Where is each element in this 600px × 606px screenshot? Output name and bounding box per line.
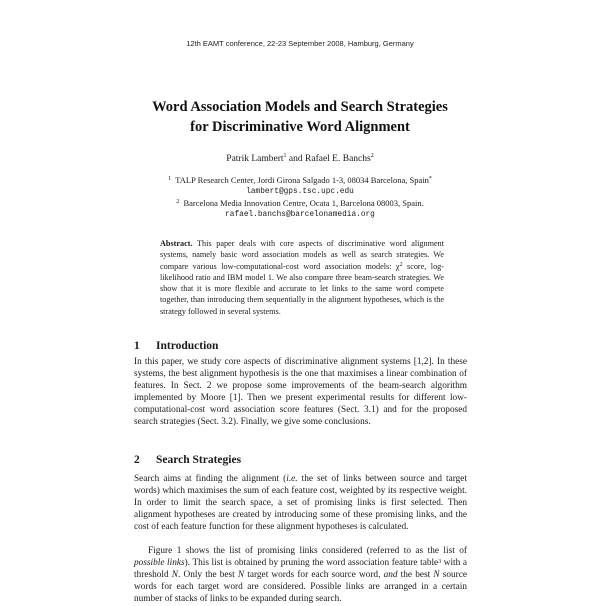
affiliation-2-email: rafael.banchs@barcelonamedia.org — [225, 210, 375, 219]
author-2-mark: 2 — [370, 153, 374, 159]
section-2-number: 2 — [134, 454, 140, 466]
authors — [0, 154, 600, 164]
affiliation-1-mark: 1 — [168, 176, 172, 182]
affiliation-2 — [0, 198, 600, 221]
section-1-number: 1 — [134, 340, 140, 352]
section-1-title: Introduction — [156, 340, 219, 352]
s2p2-n1: N — [171, 569, 178, 580]
s2p2-footnote-mark: 3 — [438, 558, 442, 565]
s2p2-c: with a threshold — [134, 557, 467, 580]
title-line-1: Word Association Models and Search Strategies — [152, 99, 448, 115]
s2p2-n3: N — [433, 569, 440, 580]
s2p1-b: the set of links between source and target words) which maximises the sum of each feature cost, weighted by its respective weight. In order to limit the search space, a set of promising links is first selected. Then alignment hypotheses are created by introducing some of these promising links, and the cost of each feature function for these alignment hypotheses is calculated. — [134, 474, 467, 532]
s2p2-possible: possible links — [134, 557, 185, 568]
section-2-title: Search Strategies — [156, 454, 242, 466]
abstract-text-a: This paper deals with core aspects of discriminative word alignment systems, namely basic word association models as well as search strategies. We compare various low-computational-cost word association models: χ — [160, 239, 444, 271]
affiliation-2-text: Barcelona Media Innovation Centre, Ocata 1, Barcelona 08003, Spain. — [183, 198, 424, 208]
abstract-text-b: score, log-likelihood ratio and IBM model 1. We also compare three beam-search strategies. We show that it is more flexible and accurate to let links to the same word compete together, than introducing them sequentially in the alignment hypotheses, which is the strategy followed in several systems. — [160, 261, 444, 316]
paper-title — [0, 97, 600, 137]
author-separator: and — [286, 154, 306, 164]
s2p2-f: the best — [397, 569, 434, 580]
conference-header: 12th EAMT conference, 22-23 September 2008, Hamburg, Germany — [186, 39, 414, 48]
s2p1-ie: i.e. — [286, 474, 298, 484]
section-2-paragraph-2 — [134, 546, 467, 606]
title-line-2: for Discriminative Word Alignment — [190, 119, 410, 135]
affiliation-1-star: * — [428, 176, 432, 182]
section-1-paragraph: In this paper, we study core aspects of discriminative alignment systems [1,2]. In these systems, the best alignment hypothesis is the one that maximises a linear combination of features. In Sect. 2 we propose some improvements of the beam-search algorithm implemented by Moore [1]. Then we present experimental results for different low-computational-cost word association score features (Sect. 3.1) and for the proposed search strategies (Sect. 3.2). Finally, we give some conclusions. — [134, 357, 467, 427]
affiliation-1-email: lambert@gps.tsc.upc.edu — [246, 187, 354, 196]
abstract-chi-sup: 2 — [399, 261, 403, 268]
s2p2-a: Figure 1 shows the list of promising links considered (referred to as the list of — [148, 546, 467, 556]
author-1: Patrik Lambert — [226, 154, 284, 164]
abstract — [160, 238, 444, 317]
s2p2-d: . Only the best — [177, 569, 238, 580]
s2p2-n2: N — [237, 569, 245, 580]
s2p2-e: target words for each source word, — [244, 569, 384, 580]
s2p1-a: Search aims at finding the alignment ( — [134, 474, 287, 484]
section-2-heading — [134, 454, 241, 466]
section-2-paragraph-1 — [134, 474, 467, 534]
affiliation-1 — [0, 175, 600, 198]
abstract-label: Abstract. — [160, 239, 193, 248]
author-2: Rafael E. Banchs — [305, 154, 371, 164]
s2p2-and: and — [383, 569, 398, 580]
section-1-heading — [134, 340, 218, 352]
s2p2-b: ). This list is obtained by pruning the word association feature table — [184, 557, 439, 568]
affiliation-2-mark: 2 — [176, 199, 180, 205]
s2p2-g: source words for each target word are considered. Possible links are arranged in a certain number of stacks of links to be expanded during search. — [134, 569, 467, 604]
author-1-mark: 1 — [283, 153, 287, 159]
affiliation-1-text: TALP Research Center, Jordi Girona Salgado 1-3, 08034 Barcelona, Spain — [175, 175, 429, 185]
